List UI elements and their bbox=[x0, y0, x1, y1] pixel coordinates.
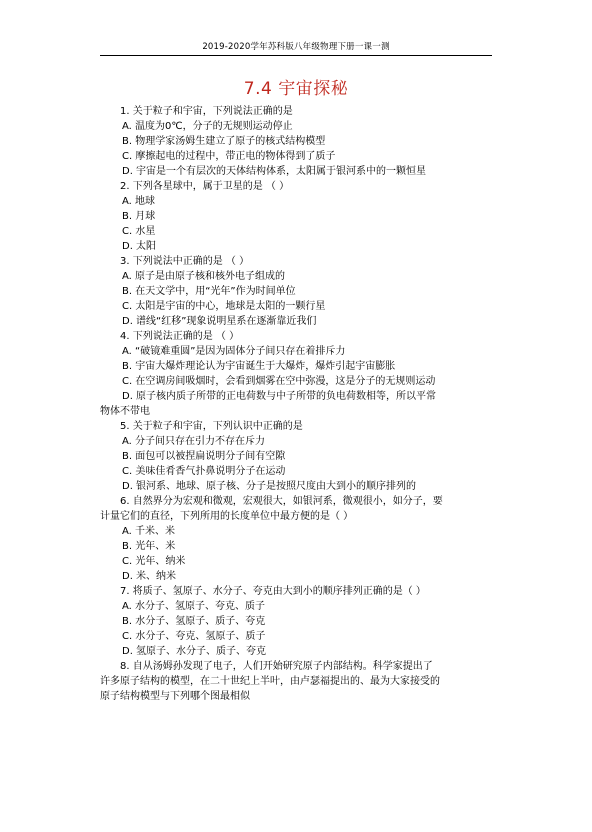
text-line: 7. 将质子、氢原子、水分子、夸克由大到小的顺序排列正确的是（ ） bbox=[120, 586, 426, 597]
page-title: 7.4 宇宙探秘 bbox=[243, 79, 349, 99]
question-list bbox=[100, 104, 500, 704]
text-line: B. 月球 bbox=[122, 211, 156, 222]
text-line: C. 水分子、夸克、氢原子、质子 bbox=[122, 631, 266, 642]
text-line: A. 地球 bbox=[122, 196, 156, 207]
text-line: B. 面包可以被捏扁说明分子间有空隙 bbox=[122, 451, 286, 462]
text-line: C. 在空调房间吸烟时，会看到烟雾在空中弥漫，这是分子的无规则运动 bbox=[122, 376, 436, 387]
text-line: D. 原子核内质子所带的正电荷数与中子所带的负电荷数相等，所以平常 bbox=[122, 391, 437, 402]
text-line: A. 分子间只存在引力不存在斥力 bbox=[122, 436, 266, 447]
text-line: C. 太阳是宇宙的中心，地球是太阳的一颗行星 bbox=[122, 301, 326, 312]
text-line: A. 温度为0℃，分子的无规则运动停止 bbox=[122, 121, 293, 132]
text-line: A. 千米、米 bbox=[122, 526, 176, 537]
text-line: D. 宇宙是一个有层次的天体结构体系，太阳属于银河系中的一颗恒星 bbox=[122, 166, 427, 177]
text-line: 6. 自然界分为宏观和微观，宏观很大，如银河系，微观很小，如分子，要 bbox=[120, 496, 443, 507]
text-line: 1. 关于粒子和宇宙，下列说法正确的是 bbox=[120, 106, 293, 117]
text-line: 3. 下列说法中正确的是 （ ） bbox=[120, 256, 250, 267]
text-line: D. 银河系、地球、原子核、分子是按照尺度由大到小的顺序排列的 bbox=[122, 481, 417, 492]
text-line: B. 宇宙大爆炸理论认为宇宙诞生于大爆炸，爆炸引起宇宙膨胀 bbox=[122, 361, 396, 372]
text-line: C. 水星 bbox=[122, 226, 156, 237]
header-divider bbox=[100, 55, 492, 56]
text-line: B. 在天文学中，用“光年”作为时间单位 bbox=[122, 286, 296, 297]
text-line: A. 原子是由原子核和核外电子组成的 bbox=[122, 271, 286, 282]
text-line: 计量它们的直径，下列所用的长度单位中最方便的是（ ） bbox=[100, 511, 354, 522]
text-line: B. 水分子、氢原子、质子、夸克 bbox=[122, 616, 266, 627]
text-line: A. 水分子、氢原子、夸克、质子 bbox=[122, 601, 266, 612]
text-line: 4. 下列说法正确的是 （ ） bbox=[120, 331, 240, 342]
page-header: 2019-2020学年苏科版八年级物理下册一课一测 bbox=[202, 42, 390, 52]
text-line: B. 物理学家汤姆生建立了原子的核式结构模型 bbox=[122, 136, 326, 147]
text-line: 8. 自从汤姆孙发现了电子，人们开始研究原子内部结构。科学家提出了 bbox=[120, 661, 433, 672]
text-line: D. 太阳 bbox=[122, 241, 157, 252]
text-line: B. 光年、米 bbox=[122, 541, 176, 552]
text-line: 2. 下列各星球中，属于卫星的是 （ ） bbox=[120, 181, 290, 192]
text-line: C. 美味佳肴香气扑鼻说明分子在运动 bbox=[122, 466, 286, 477]
text-line: 5. 关于粒子和宇宙，下列认识中正确的是 bbox=[120, 421, 303, 432]
text-line: D. 谱线“红移”现象说明星系在逐渐靠近我们 bbox=[122, 316, 317, 327]
text-line: 原子结构模型与下列哪个图最相似 bbox=[100, 691, 250, 702]
text-line: A. “破镜难重圆”是因为固体分子间只存在着排斥力 bbox=[122, 346, 346, 357]
text-line: D. 氢原子、水分子、质子、夸克 bbox=[122, 646, 267, 657]
text-line: C. 摩擦起电的过程中，带正电的物体得到了质子 bbox=[122, 151, 336, 162]
text-line: C. 光年、纳米 bbox=[122, 556, 186, 567]
text-line: D. 米、纳米 bbox=[122, 571, 177, 582]
text-line: 许多原子结构的模型，在二十世纪上半叶，由卢瑟福提出的、最为大家接受的 bbox=[100, 676, 440, 687]
text-line: 物体不带电 bbox=[100, 406, 150, 417]
